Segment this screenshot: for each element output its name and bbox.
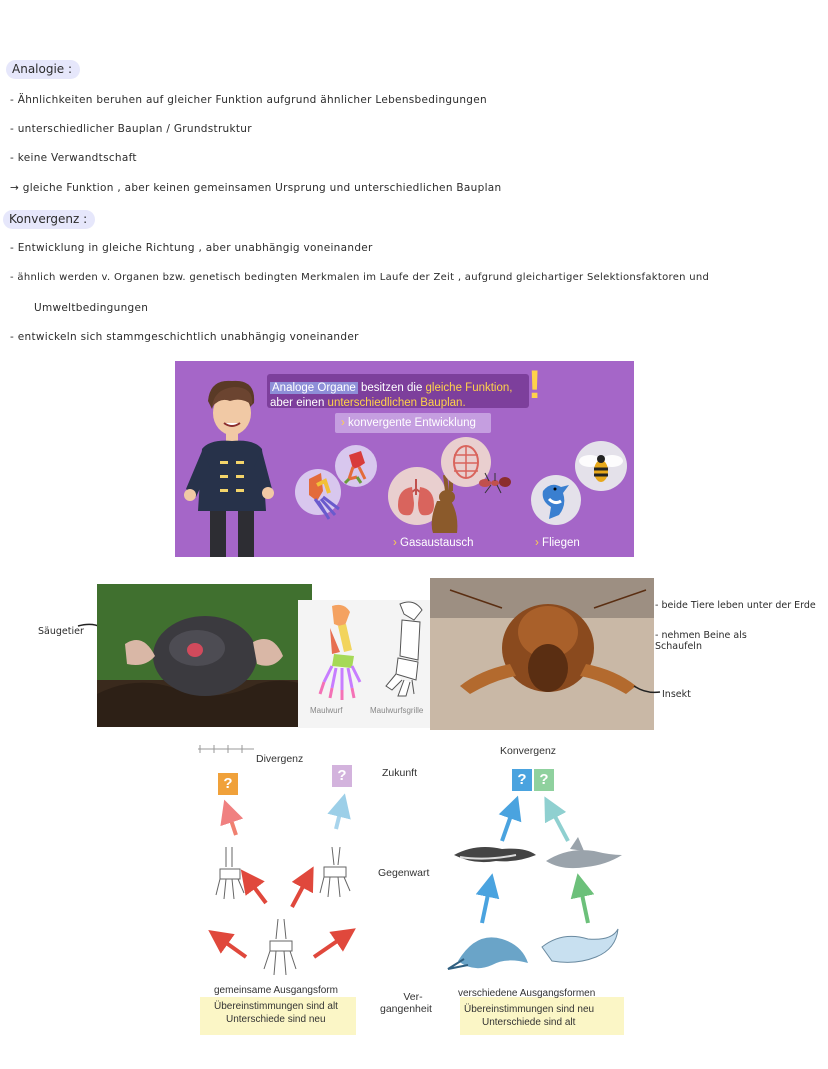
- note-line: → gleiche Funktion , aber keinen gemeinsamen Ursprung und unterschiedlichen Bauplan: [10, 182, 502, 194]
- divergenz-konvergenz-diagram: [196, 743, 628, 1036]
- left-unterschiede: Unterschiede sind neu: [226, 1014, 326, 1025]
- chevron-right-icon: ›: [341, 417, 345, 429]
- exclamation-icon: !: [528, 363, 542, 407]
- analoge-organe-panel: [175, 361, 634, 557]
- mole-cricket-icon: [430, 578, 654, 730]
- analogie-heading: Analogie :: [6, 60, 80, 79]
- maulwurf-caption: Maulwurf: [310, 706, 343, 715]
- gasaustausch-label: › Gasaustausch: [393, 537, 474, 549]
- speech-text: besitzen die: [357, 382, 426, 394]
- vergangenheit-label: Ver- gangenheit: [380, 991, 432, 1015]
- bee-icon: [575, 441, 627, 491]
- ant-icon: [475, 469, 515, 495]
- saeugetier-annotation: Säugetier: [38, 626, 84, 637]
- mole-cricket-photo: [430, 578, 654, 730]
- question-box-orange: ?: [218, 773, 238, 795]
- right-caption-box: [460, 997, 624, 1035]
- maulwurfsgrille-caption: Maulwurfsgrille: [370, 706, 424, 715]
- cricket-leg-icon: [335, 443, 381, 489]
- note-line: - keine Verwandtschaft: [10, 152, 137, 164]
- konvergente-entwicklung-badge: [335, 413, 491, 433]
- right-uebereinstimmungen: Übereinstimmungen sind neu: [464, 1004, 595, 1015]
- fliegen-label: › Fliegen: [535, 537, 580, 549]
- badge-label: konvergente Entwicklung: [348, 417, 476, 429]
- left-uebereinstimmungen: Übereinstimmungen sind alt: [214, 1001, 338, 1012]
- note-line: - Ähnlichkeiten beruhen auf gleicher Funktion aufgrund ähnlicher Lebensbedingungen: [10, 94, 487, 106]
- limb-comparison-sketch: [298, 600, 446, 728]
- note-line: - Entwicklung in gleiche Richtung , aber unabhängig voneinander: [10, 242, 373, 254]
- question-box-green: ?: [534, 769, 554, 791]
- speech-gleiche-funktion: gleiche Funktion,: [425, 382, 513, 394]
- divergenz-title: Divergenz: [256, 753, 304, 765]
- note-line: Umweltbedingungen: [34, 302, 149, 314]
- konvergenz-heading: Konvergenz :: [3, 210, 95, 229]
- blue-jay-icon: [531, 475, 581, 525]
- question-box-blue: ?: [512, 769, 532, 791]
- speech-bauplan: unterschiedlichen Bauplan.: [327, 397, 466, 409]
- note-line: - entwickeln sich stammgeschichtlich unabhängig voneinander: [10, 331, 359, 343]
- annotation-beine-schaufeln: - nehmen Beine als Schaufeln: [655, 630, 747, 652]
- right-unterschiede: Unterschiede sind alt: [482, 1017, 576, 1028]
- verschiedene-ausgangsformen: verschiedene Ausgangsformen: [458, 988, 596, 999]
- mole-photo: [97, 584, 312, 727]
- konvergenz-title: Konvergenz: [500, 745, 557, 757]
- gegenwart-label: Gegenwart: [378, 867, 430, 879]
- gemeinsame-ausgangsform: gemeinsame Ausgangsform: [214, 985, 338, 996]
- zukunft-label: Zukunft: [382, 767, 418, 779]
- presenter-character-icon: [180, 371, 275, 557]
- note-line: - ähnlich werden v. Organen bzw. genetisch bedingten Merkmalen im Laufe der Zeit , aufgrund gleichartiger Selektionsfaktoren und: [10, 272, 710, 283]
- speech-text: aber einen: [270, 397, 328, 409]
- speech-bubble: [267, 374, 529, 408]
- mole-icon: [97, 584, 312, 727]
- insekt-annotation: Insekt: [662, 689, 691, 700]
- mole-limb-bones-icon: [304, 602, 370, 702]
- speech-analoge-organe: Analoge Organe: [272, 382, 356, 394]
- annotation-line: [632, 682, 662, 702]
- note-line: - unterschiedlicher Bauplan / Grundstruktur: [10, 123, 252, 135]
- hand-skeleton-icon: [216, 847, 350, 975]
- question-box-pink: ?: [332, 765, 352, 787]
- annotation-leben-unter-erde: - beide Tiere leben unter der Erde: [655, 600, 816, 611]
